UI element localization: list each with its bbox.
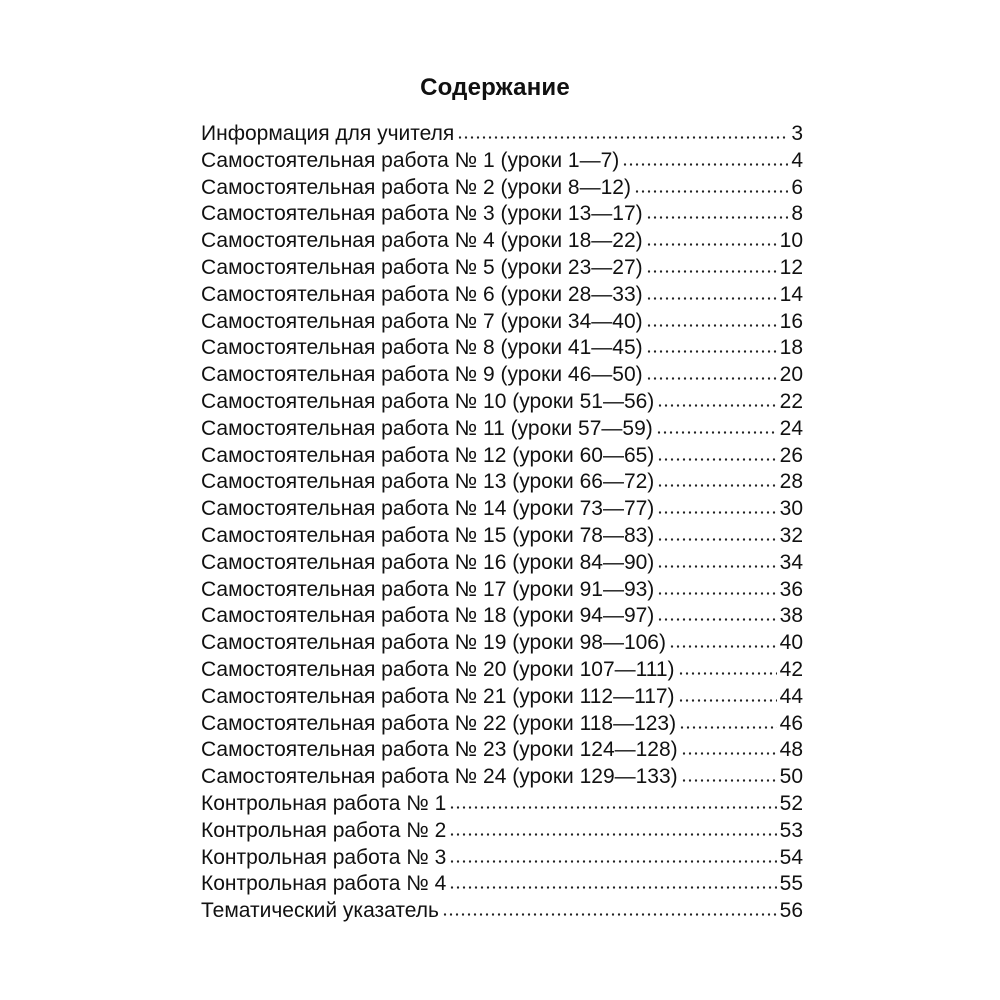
dot-leader — [449, 885, 776, 890]
toc-entry-page-number: 32 — [779, 523, 803, 547]
toc-entry-label: Самостоятельная работа № 6 (уроки 28—33) — [201, 282, 643, 306]
toc-entry-page-number: 6 — [791, 175, 803, 199]
toc-entry[interactable] — [201, 657, 803, 684]
toc-entry-page-number: 20 — [779, 363, 803, 387]
dot-leader — [646, 376, 777, 381]
toc-entry-page-number: 30 — [779, 497, 803, 521]
dot-leader — [634, 189, 788, 194]
dot-leader — [646, 323, 777, 328]
dot-leader — [449, 805, 776, 810]
toc-entry-page-number: 26 — [779, 443, 803, 467]
toc-entry[interactable] — [201, 523, 803, 550]
toc-entry-page-number: 48 — [779, 738, 803, 762]
toc-entry-label: Самостоятельная работа № 15 (уроки 78—83) — [201, 523, 655, 547]
toc-entry-page-number: 40 — [779, 631, 803, 655]
dot-leader — [657, 457, 776, 462]
toc-entry-label: Контрольная работа № 2 — [201, 818, 447, 842]
toc-entry-label: Самостоятельная работа № 20 (уроки 107—111) — [201, 657, 675, 681]
toc-entry-label: Самостоятельная работа № 16 (уроки 84—90) — [201, 550, 655, 574]
toc-entry-page-number: 53 — [779, 818, 803, 842]
toc-entry-label: Самостоятельная работа № 11 (уроки 57—59) — [201, 416, 653, 440]
toc-entry[interactable] — [201, 255, 803, 282]
dot-leader — [657, 510, 776, 515]
toc-entry[interactable] — [201, 228, 803, 255]
dot-leader — [657, 537, 776, 542]
toc-entry-page-number: 38 — [779, 604, 803, 628]
toc-entry-label: Самостоятельная работа № 19 (уроки 98—106) — [201, 631, 666, 655]
toc-entry-label: Самостоятельная работа № 7 (уроки 34—40) — [201, 309, 643, 333]
toc-entry-page-number: 34 — [779, 550, 803, 574]
dot-leader — [681, 778, 777, 783]
toc-entry-label: Самостоятельная работа № 1 (уроки 1—7) — [201, 148, 620, 172]
toc-entry-page-number: 14 — [779, 282, 803, 306]
toc-entry[interactable] — [201, 684, 803, 711]
toc-entry-page-number: 8 — [791, 202, 803, 226]
toc-entry-label: Контрольная работа № 3 — [201, 845, 447, 869]
toc-entry-page-number: 16 — [779, 309, 803, 333]
dot-leader — [657, 591, 776, 596]
toc-entry-page-number: 54 — [779, 845, 803, 869]
toc-entry-page-number: 4 — [791, 148, 803, 172]
toc-entry[interactable] — [201, 335, 803, 362]
toc-entry-label: Самостоятельная работа № 5 (уроки 23—27) — [201, 255, 643, 279]
dot-leader — [656, 430, 777, 435]
toc-entry[interactable] — [201, 362, 803, 389]
toc-entry-page-number: 55 — [779, 872, 803, 896]
table-of-contents — [201, 121, 803, 925]
dot-leader — [669, 644, 777, 649]
dot-leader — [646, 269, 777, 274]
toc-entry[interactable] — [201, 201, 803, 228]
toc-entry-label: Самостоятельная работа № 10 (уроки 51—56) — [201, 389, 655, 413]
dot-leader — [646, 296, 777, 301]
toc-entry-label: Самостоятельная работа № 2 (уроки 8—12) — [201, 175, 631, 199]
toc-entry-label: Самостоятельная работа № 4 (уроки 18—22) — [201, 229, 643, 253]
toc-entry-page-number: 36 — [779, 577, 803, 601]
toc-entry-label: Самостоятельная работа № 21 (уроки 112—117) — [201, 684, 675, 708]
toc-entry[interactable] — [201, 175, 803, 202]
toc-entry[interactable] — [201, 389, 803, 416]
toc-entry[interactable] — [201, 603, 803, 630]
toc-entry[interactable] — [201, 148, 803, 175]
toc-entry[interactable] — [201, 845, 803, 872]
toc-entry-label: Тематический указатель — [201, 899, 439, 923]
dot-leader — [622, 162, 788, 167]
dot-leader — [646, 242, 777, 247]
toc-entry-page-number: 28 — [779, 470, 803, 494]
toc-entry-label: Самостоятельная работа № 17 (уроки 91—93) — [201, 577, 655, 601]
toc-entry-page-number: 3 — [791, 122, 803, 145]
dot-leader — [657, 564, 776, 569]
toc-entry-label: Самостоятельная работа № 8 (уроки 41—45) — [201, 336, 643, 360]
toc-entry-label: Контрольная работа № 1 — [201, 791, 447, 815]
toc-entry[interactable] — [201, 577, 803, 604]
dot-leader — [681, 751, 777, 756]
dot-leader — [646, 215, 789, 220]
toc-entry[interactable] — [201, 898, 803, 925]
toc-entry[interactable] — [201, 496, 803, 523]
toc-entry-label: Информация для учителя — [201, 122, 455, 145]
toc-entry-page-number: 44 — [779, 684, 803, 708]
toc-entry-page-number: 10 — [779, 229, 803, 253]
toc-entry[interactable] — [201, 711, 803, 738]
dot-leader — [449, 859, 776, 864]
dot-leader — [457, 135, 788, 140]
toc-entry-page-number: 56 — [779, 899, 803, 923]
toc-entry-label: Самостоятельная работа № 3 (уроки 13—17) — [201, 202, 643, 226]
toc-entry[interactable] — [201, 737, 803, 764]
toc-entry[interactable] — [201, 630, 803, 657]
toc-entry-label: Самостоятельная работа № 13 (уроки 66—72) — [201, 470, 655, 494]
toc-entry-page-number: 52 — [779, 791, 803, 815]
dot-leader — [679, 725, 777, 730]
dot-leader — [678, 671, 777, 676]
dot-leader — [657, 617, 776, 622]
toc-entry-page-number: 46 — [779, 711, 803, 735]
toc-entry[interactable] — [201, 282, 803, 309]
toc-entry-label: Самостоятельная работа № 14 (уроки 73—77) — [201, 497, 655, 521]
toc-entry[interactable] — [201, 871, 803, 898]
toc-entry-label: Контрольная работа № 4 — [201, 872, 447, 896]
toc-entry[interactable] — [201, 309, 803, 336]
toc-entry[interactable] — [201, 764, 803, 791]
toc-entry[interactable] — [201, 443, 803, 470]
toc-entry-page-number: 22 — [779, 389, 803, 413]
toc-entry[interactable] — [201, 550, 803, 577]
toc-entry-label: Самостоятельная работа № 18 (уроки 94—97) — [201, 604, 655, 628]
dot-leader — [646, 349, 777, 354]
toc-entry-page-number: 12 — [779, 255, 803, 279]
dot-leader — [657, 403, 776, 408]
toc-entry-label: Самостоятельная работа № 23 (уроки 124—128) — [201, 738, 678, 762]
toc-entry-page-number: 18 — [779, 336, 803, 360]
toc-entry[interactable] — [201, 818, 803, 845]
toc-entry-label: Самостоятельная работа № 12 (уроки 60—65) — [201, 443, 655, 467]
dot-leader — [449, 832, 776, 837]
toc-entry[interactable] — [201, 416, 803, 443]
dot-leader — [678, 698, 777, 703]
toc-entry-label: Самостоятельная работа № 9 (уроки 46—50) — [201, 363, 643, 387]
toc-entry[interactable] — [201, 121, 803, 148]
toc-entry-page-number: 50 — [779, 765, 803, 789]
dot-leader — [442, 912, 777, 917]
page-title: Содержание — [420, 74, 570, 101]
toc-entry[interactable] — [201, 469, 803, 496]
toc-entry[interactable] — [201, 791, 803, 818]
toc-entry-label: Самостоятельная работа № 24 (уроки 129—133) — [201, 765, 678, 789]
dot-leader — [657, 483, 776, 488]
toc-entry-page-number: 24 — [779, 416, 803, 440]
toc-entry-label: Самостоятельная работа № 22 (уроки 118—123) — [201, 711, 677, 735]
toc-entry-page-number: 42 — [779, 657, 803, 681]
